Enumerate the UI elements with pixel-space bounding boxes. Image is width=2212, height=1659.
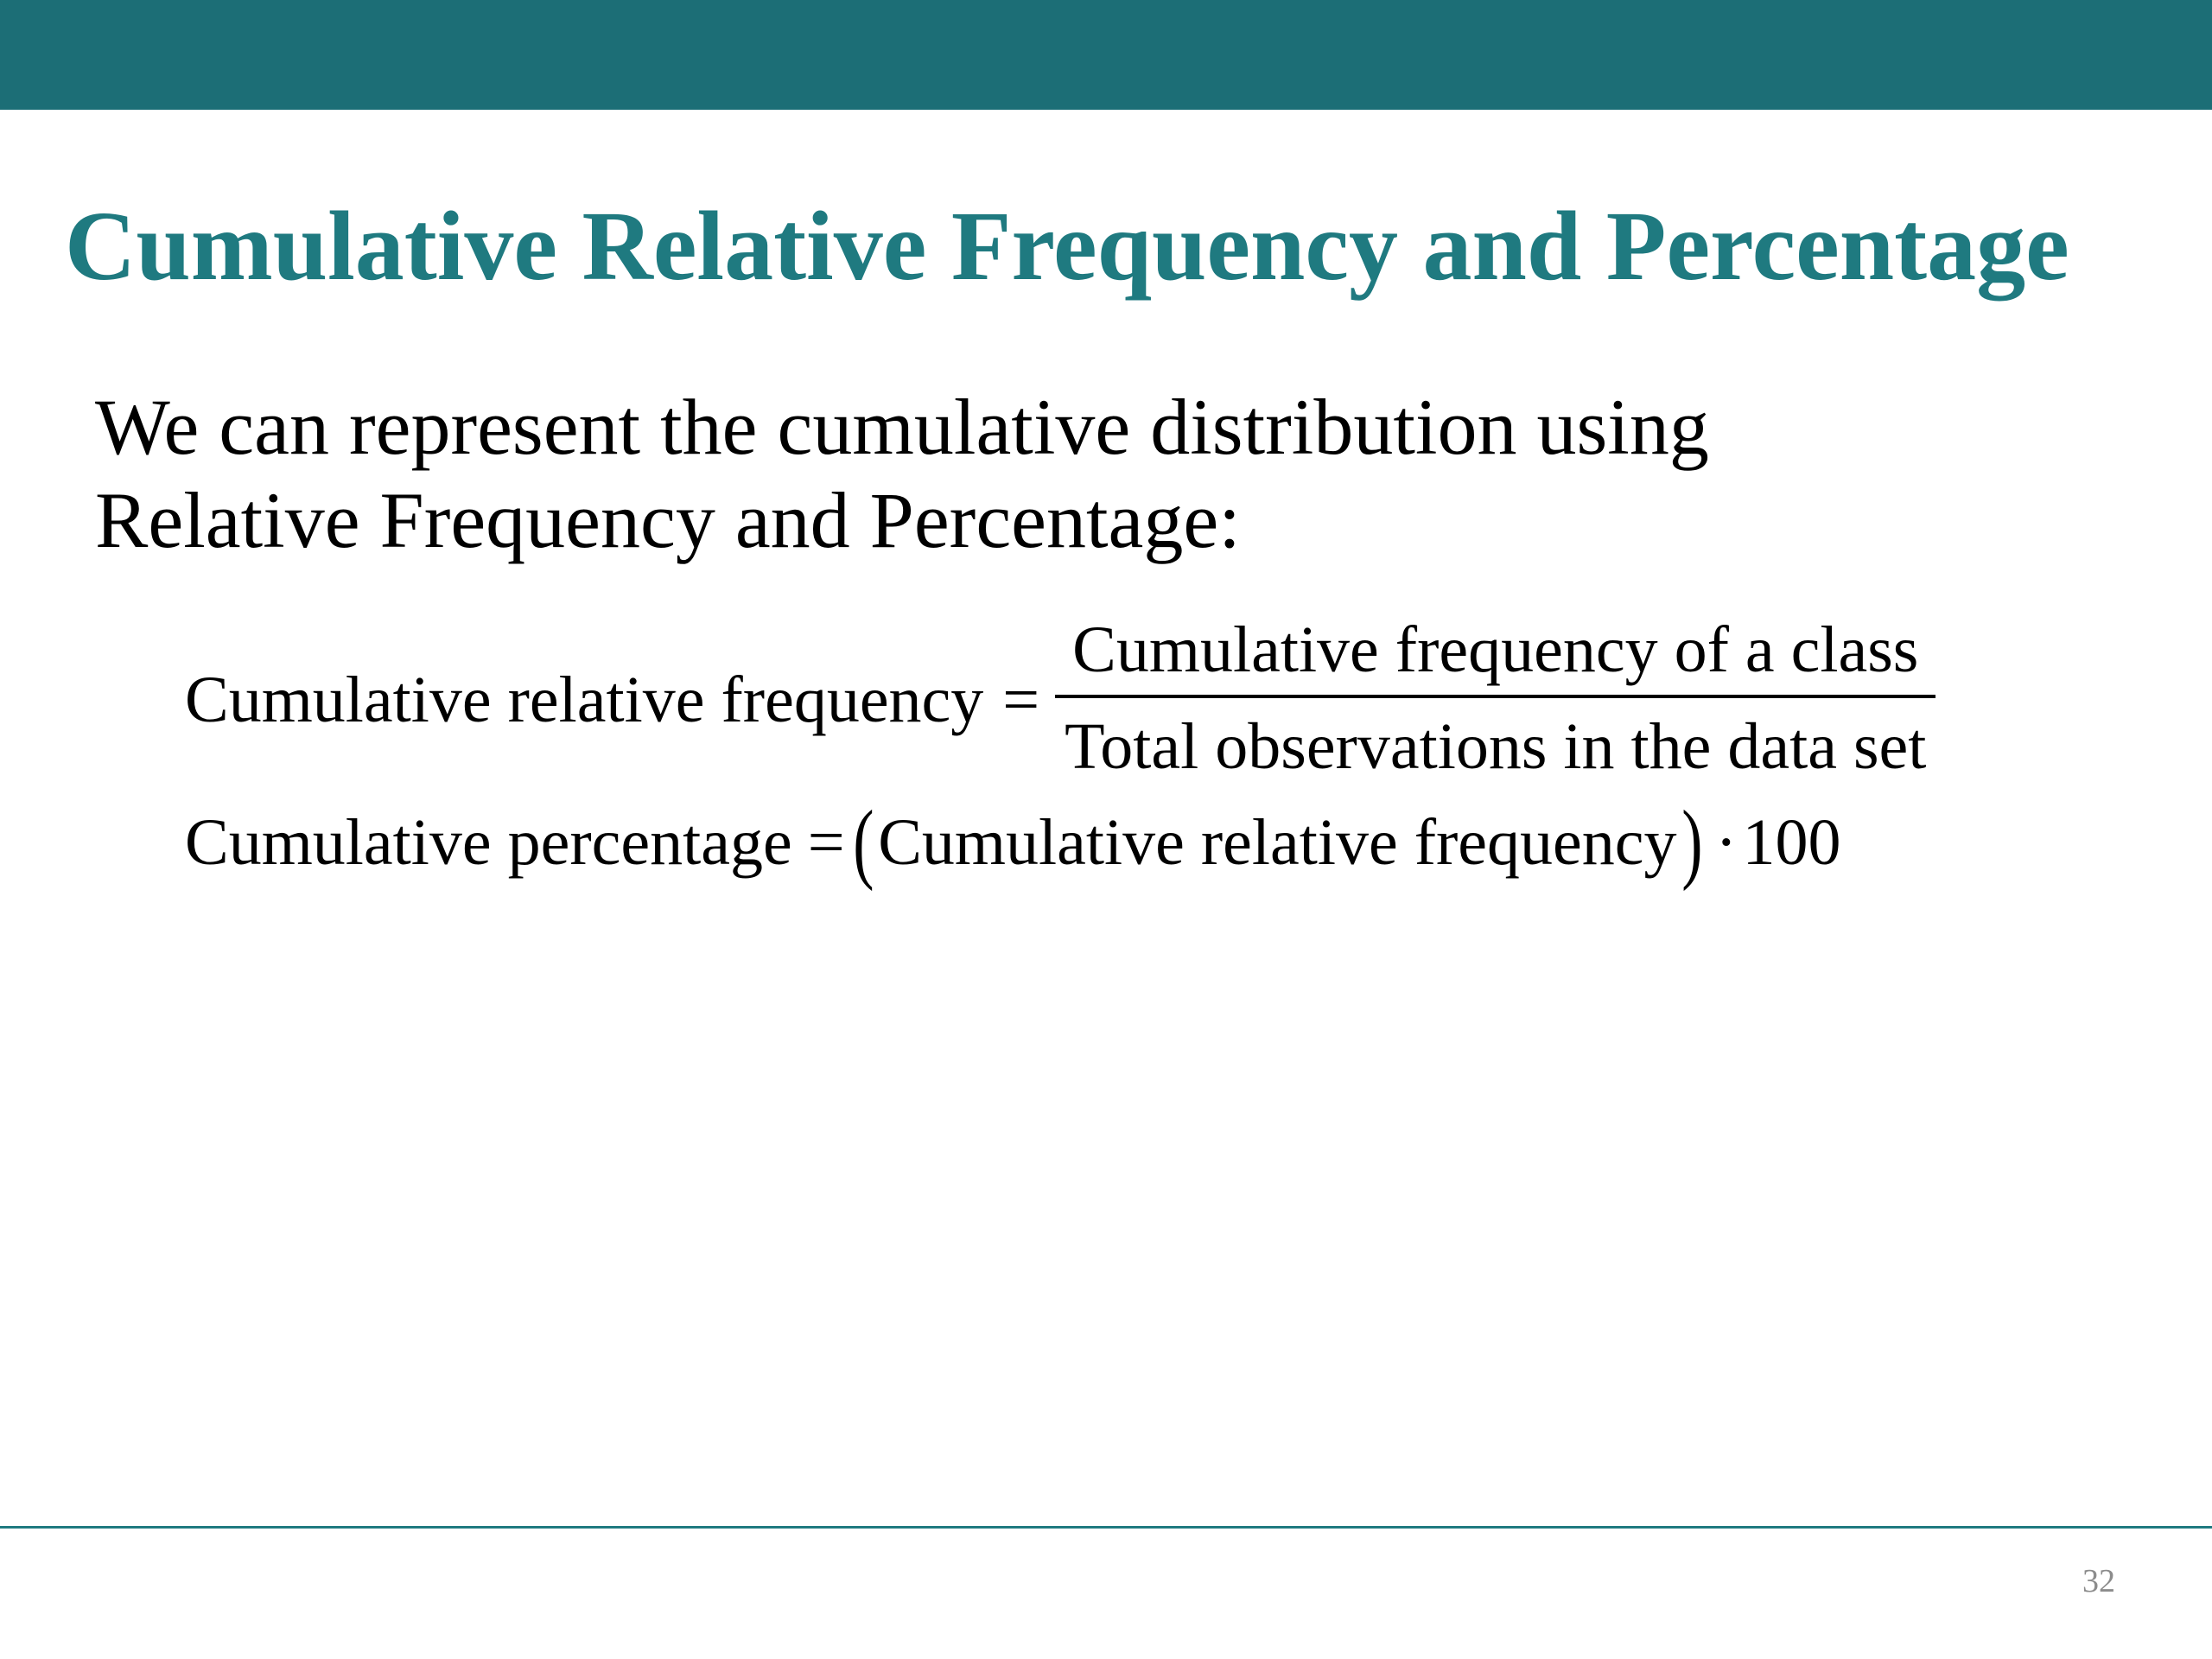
close-parenthesis: ) xyxy=(1681,792,1702,892)
intro-line-2: Relative Frequency and Percentage: xyxy=(95,476,1241,564)
slide-title: Cumulative Relative Frequency and Percentage xyxy=(65,191,2069,301)
fraction-denominator: Total observations in the data set xyxy=(1065,710,1927,783)
multiplier: 100 xyxy=(1742,805,1841,879)
page-number: 32 xyxy=(2082,1563,2115,1599)
formula-lhs: Cumulative relative frequency xyxy=(185,663,984,736)
equals-sign: = xyxy=(1002,663,1040,736)
formula-lhs: Cumulative percentage xyxy=(185,805,792,879)
top-header-band xyxy=(0,0,2212,110)
intro-line-1: We can represent the cumulative distribution using xyxy=(95,383,1709,471)
multiplication-dot: · xyxy=(1715,805,1738,879)
cumulative-relative-frequency-formula xyxy=(185,605,1936,795)
open-parenthesis: ( xyxy=(852,792,874,892)
formula-inner-term: Cumulative relative frequency xyxy=(878,805,1677,879)
fraction-numerator: Cumulative frequency of a class xyxy=(1072,613,1919,686)
footer-divider xyxy=(0,1526,2212,1529)
fraction xyxy=(1055,610,1936,790)
equals-sign: = xyxy=(807,805,845,879)
intro-text xyxy=(95,380,2082,567)
cumulative-percentage-formula xyxy=(185,792,1841,892)
